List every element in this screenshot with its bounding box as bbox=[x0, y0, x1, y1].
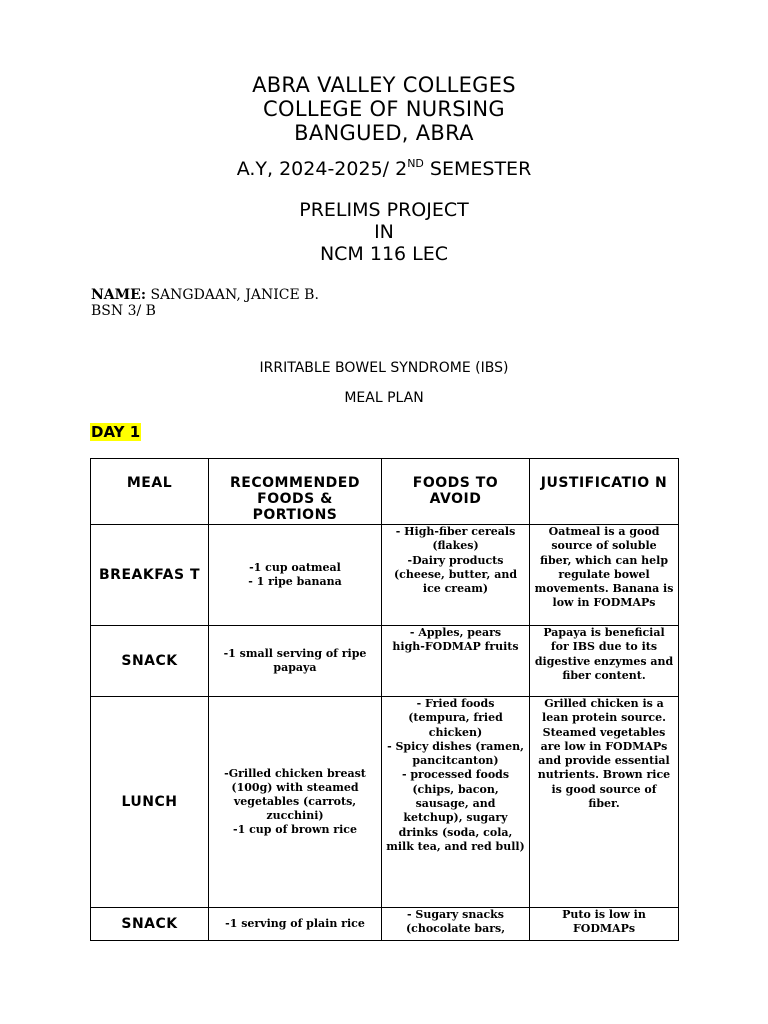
table-row bbox=[91, 626, 679, 697]
academic-year-tail: SEMESTER bbox=[423, 158, 532, 180]
name-value: SANGDAAN, JANICE B. bbox=[146, 287, 319, 303]
table-row bbox=[91, 525, 679, 626]
course-code: NCM 116 LEC bbox=[319, 243, 449, 265]
meal-cell: LUNCH bbox=[91, 697, 209, 908]
meal-cell: SNACK bbox=[91, 626, 209, 697]
meal-plan-table bbox=[90, 458, 679, 941]
avoid-text: - Fried foods (tempura, fried chicken) - Spicy dishes (ramen, pancitcanton) - processed foods (chips, bacon, sausage, and ketchup), sugary drinks (soda, cola, milk tea, and red bull) bbox=[386, 697, 525, 853]
avoid-cell bbox=[382, 525, 530, 626]
header-justification: JUSTIFICATIO N bbox=[530, 459, 679, 525]
academic-year bbox=[0, 157, 768, 180]
project-in: IN bbox=[374, 221, 394, 243]
recommended-text: -Grilled chicken breast (100g) with steamed vegetables (carrots, zucchini) -1 cup of brown rice bbox=[224, 767, 366, 836]
student-info bbox=[91, 287, 319, 319]
topic-title: IRRITABLE BOWEL SYNDROME (IBS) bbox=[259, 360, 509, 376]
meal-cell: BREAKFAS T bbox=[91, 525, 209, 626]
justification-cell: Oatmeal is a good source of soluble fiber, which can help regulate bowel movements. Banana is low in FODMAPs bbox=[530, 525, 679, 626]
ordinal-suffix: ND bbox=[407, 157, 424, 170]
name-label: NAME: bbox=[91, 287, 146, 303]
school-name: ABRA VALLEY COLLEGES bbox=[252, 73, 516, 97]
avoid-text: - High-fiber cereals (flakes) -Dairy products (cheese, butter, and ice cream) bbox=[393, 525, 518, 596]
justification-cell: Puto is low in FODMAPs bbox=[530, 908, 679, 941]
avoid-text: - Apples, pears high-FODMAP fruits bbox=[392, 626, 519, 654]
recommended-cell bbox=[209, 697, 382, 908]
recommended-cell bbox=[209, 908, 382, 941]
avoid-cell bbox=[382, 697, 530, 908]
student-name-line bbox=[91, 287, 319, 303]
header-meal: MEAL bbox=[91, 459, 209, 525]
school-location: BANGUED, ABRA bbox=[294, 121, 474, 145]
recommended-cell bbox=[209, 626, 382, 697]
project-title: PRELIMS PROJECT bbox=[299, 199, 469, 221]
recommended-text: -1 cup oatmeal - 1 ripe banana bbox=[248, 561, 342, 588]
recommended-text: -1 serving of plain rice bbox=[225, 917, 365, 930]
avoid-text: - Sugary snacks (chocolate bars, bbox=[405, 908, 506, 936]
day-label: DAY 1 bbox=[91, 423, 141, 441]
justification-cell: Papaya is beneficial for IBS due to its digestive enzymes and fiber content. bbox=[530, 626, 679, 697]
recommended-text: -1 small serving of ripe papaya bbox=[223, 647, 367, 674]
table-row bbox=[91, 908, 679, 941]
college-name: COLLEGE OF NURSING bbox=[263, 97, 505, 121]
header-avoid: FOODS TO AVOID bbox=[382, 459, 530, 525]
student-section: BSN 3/ B bbox=[91, 303, 156, 319]
recommended-cell bbox=[209, 525, 382, 626]
table-header-row bbox=[91, 459, 679, 525]
meal-cell: SNACK bbox=[91, 908, 209, 941]
avoid-cell bbox=[382, 908, 530, 941]
justification-cell: Grilled chicken is a lean protein source. Steamed vegetables are low in FODMAPs and provide essential nutrients. Brown rice is good source of fiber. bbox=[530, 697, 679, 908]
academic-year-main: A.Y, 2024-2025/ 2 bbox=[236, 158, 408, 180]
table-row bbox=[91, 697, 679, 908]
header-recommended: RECOMMENDED FOODS & PORTIONS bbox=[209, 459, 382, 525]
topic-subtitle: MEAL PLAN bbox=[344, 390, 424, 406]
avoid-cell bbox=[382, 626, 530, 697]
